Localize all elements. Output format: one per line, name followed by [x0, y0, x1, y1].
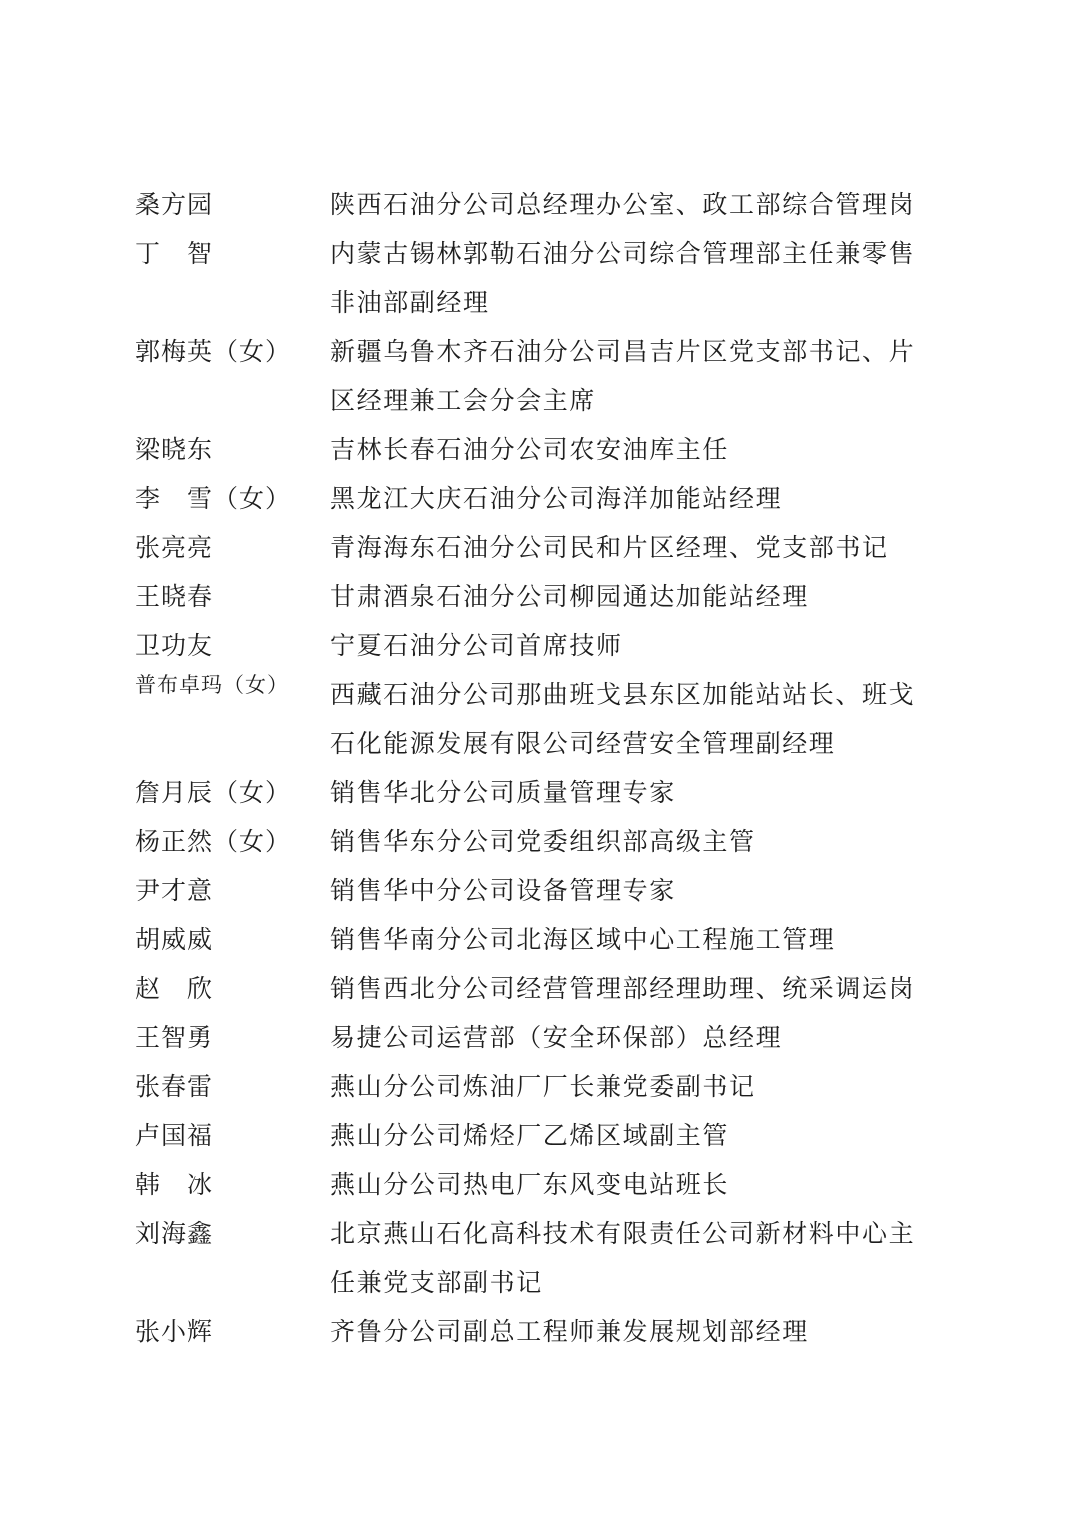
- person-name: 胡威威: [135, 925, 214, 954]
- list-item: [135, 817, 955, 866]
- person-title: 青海海东石油分公司民和片区经理、党支部书记: [330, 533, 889, 562]
- person-title: 新疆乌鲁木齐石油分公司昌吉片区党支部书记、片区经理兼工会分会主席: [330, 337, 916, 415]
- list-item: [135, 425, 955, 474]
- person-name: 尹才意: [135, 876, 214, 905]
- person-title: 易捷公司运营部（安全环保部）总经理: [330, 1023, 783, 1052]
- list-item: [135, 1209, 955, 1307]
- person-name: 王智勇: [135, 1023, 214, 1052]
- person-title: 黑龙江大庆石油分公司海洋加能站经理: [330, 484, 783, 513]
- person-title: 西藏石油分公司那曲班戈县东区加能站站长、班戈石化能源发展有限公司经营安全管理副经理: [330, 680, 916, 758]
- person-name: 李 雪（女）: [135, 484, 292, 513]
- list-item: [135, 327, 955, 425]
- list-item: [135, 1111, 955, 1160]
- person-name: 韩 冰: [135, 1170, 214, 1199]
- person-title: 吉林长春石油分公司农安油库主任: [330, 435, 730, 464]
- list-item: [135, 474, 955, 523]
- person-name: 张小辉: [135, 1317, 214, 1346]
- person-title: 陕西石油分公司总经理办公室、政工部综合管理岗: [330, 190, 916, 219]
- person-name: 丁 智: [135, 239, 214, 268]
- person-name: 王晓春: [135, 582, 214, 611]
- person-title: 燕山分公司炼油厂厂长兼党委副书记: [330, 1072, 756, 1101]
- list-item: [135, 621, 955, 670]
- person-title: 宁夏石油分公司首席技师: [330, 631, 623, 660]
- person-name: 桑方园: [135, 190, 214, 219]
- person-name: 普布卓玛（女）: [135, 673, 289, 697]
- person-title: 齐鲁分公司副总工程师兼发展规划部经理: [330, 1317, 809, 1346]
- person-name: 张春雷: [135, 1072, 214, 1101]
- person-name: 詹月辰（女）: [135, 778, 292, 807]
- person-title: 销售华北分公司质量管理专家: [330, 778, 676, 807]
- person-title: 销售华中分公司设备管理专家: [330, 876, 676, 905]
- person-name: 刘海鑫: [135, 1219, 214, 1248]
- person-name: 郭梅英（女）: [135, 337, 292, 366]
- person-title: 燕山分公司烯烃厂乙烯区域副主管: [330, 1121, 730, 1150]
- list-item: [135, 229, 955, 327]
- person-title: 销售西北分公司经营管理部经理助理、统采调运岗: [330, 974, 916, 1003]
- person-name: 赵 欣: [135, 974, 214, 1003]
- list-item: [135, 768, 955, 817]
- list-item: [135, 1160, 955, 1209]
- list-item: [135, 180, 955, 229]
- list-item: [135, 523, 955, 572]
- person-title: 燕山分公司热电厂东风变电站班长: [330, 1170, 730, 1199]
- person-title: 内蒙古锡林郭勒石油分公司综合管理部主任兼零售非油部副经理: [330, 239, 916, 317]
- person-title: 甘肃酒泉石油分公司柳园通达加能站经理: [330, 582, 809, 611]
- list-item: [135, 1307, 955, 1356]
- person-title: 销售华东分公司党委组织部高级主管: [330, 827, 756, 856]
- list-item: [135, 670, 955, 768]
- list-item: [135, 1013, 955, 1062]
- list-item: [135, 915, 955, 964]
- person-name: 卢国福: [135, 1121, 214, 1150]
- person-title: 销售华南分公司北海区域中心工程施工管理: [330, 925, 836, 954]
- person-name: 张亮亮: [135, 533, 214, 562]
- person-title: 北京燕山石化高科技术有限责任公司新材料中心主任兼党支部副书记: [330, 1219, 916, 1297]
- list-item: [135, 866, 955, 915]
- person-name: 梁晓东: [135, 435, 214, 464]
- list-item: [135, 572, 955, 621]
- personnel-list: [135, 180, 955, 1356]
- person-name: 卫功友: [135, 631, 214, 660]
- person-name: 杨正然（女）: [135, 827, 292, 856]
- list-item: [135, 964, 955, 1013]
- list-item: [135, 1062, 955, 1111]
